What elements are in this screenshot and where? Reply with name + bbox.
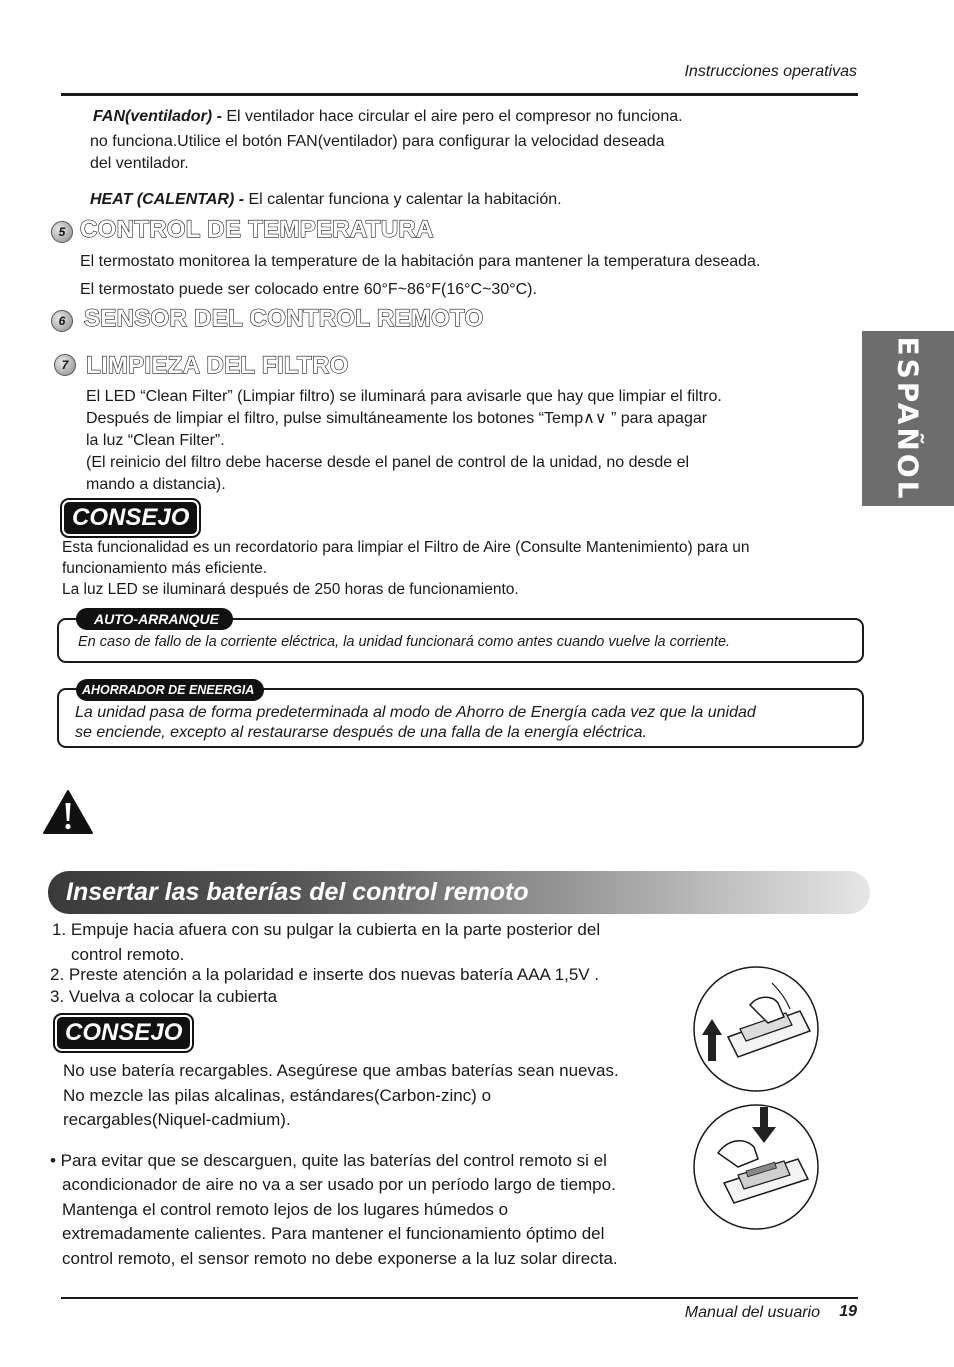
section-7-line-4: (El reinicio del filtro debe hacerse desde el panel de control de la unidad, no desde el bbox=[86, 454, 690, 471]
section-7-line-2: Después de limpiar el filtro, pulse simultáneamente los botones “Temp∧∨ ” para apagar bbox=[86, 410, 708, 427]
batteries-section-title: Insertar las baterías del control remoto bbox=[66, 878, 529, 906]
heat-text: El calentar funciona y calentar la habitación. bbox=[244, 191, 562, 208]
footer-rule bbox=[61, 1297, 858, 1299]
battery-step-1a: 1. Empuje hacia afuera con su pulgar la cubierta en la parte posterior del bbox=[52, 920, 601, 939]
consejo-2-bullet-3: Mantenga el control remoto lejos de los lugares húmedos o bbox=[62, 1200, 509, 1219]
batteries-section-bar bbox=[48, 871, 870, 914]
consejo-1-line-3: La luz LED se iluminará después de 250 horas de funcionamiento. bbox=[62, 581, 519, 598]
section-5-line-2: El termostato puede ser colocado entre 60°F~86°F(16°C~30°C). bbox=[80, 281, 537, 298]
remote-insert-batteries-illustration bbox=[688, 1103, 824, 1231]
warning-triangle-icon bbox=[42, 789, 94, 835]
consejo-2-bullet-2: acondicionador de aire no va a ser usado por un período largo de tiempo. bbox=[62, 1175, 616, 1194]
battery-step-3: 3. Vuelva a colocar la cubierta bbox=[50, 987, 278, 1006]
fan-text-1: El ventilador hace circular el aire pero el compresor no funciona. bbox=[221, 108, 683, 125]
fan-text-3: del ventilador. bbox=[90, 155, 189, 172]
language-side-tab-label: ESPAÑOL bbox=[891, 336, 925, 501]
battery-step-1b: control remoto. bbox=[71, 945, 185, 964]
section-7-number: 7 bbox=[54, 354, 76, 376]
consejo-2-line-2: No mezcle las pilas alcalinas, estándares(Carbon-zinc) o bbox=[63, 1086, 492, 1105]
heat-line bbox=[90, 189, 562, 211]
consejo-2-bullet-5: control remoto, el sensor remoto no debe exponerse a la luz solar directa. bbox=[62, 1249, 618, 1268]
section-5-number: 5 bbox=[51, 221, 73, 243]
ahorrador-line-2: se enciende, excepto al restaurarse después de una falla de la energía eléctrica. bbox=[75, 724, 647, 741]
consejo-1-line-2: funcionamiento más eficiente. bbox=[62, 560, 268, 577]
heat-label: HEAT (CALENTAR) - bbox=[90, 191, 245, 208]
consejo-2-line-3: recargables(Niquel-cadmium). bbox=[63, 1110, 291, 1129]
ahorrador-line-1: La unidad pasa de forma predeterminada al modo de Ahorro de Energía cada vez que la unidad bbox=[75, 704, 756, 721]
footer-manual: Manual del usuario bbox=[684, 1304, 820, 1321]
fan-line-1 bbox=[93, 106, 683, 128]
auto-arranque-label: AUTO-ARRANQUE bbox=[76, 608, 233, 630]
fan-label: FAN(ventilador) - bbox=[93, 108, 222, 125]
section-6-number: 6 bbox=[51, 310, 73, 332]
section-5-line-1: El termostato monitorea la temperature de la habitación para mantener la temperatura deseada. bbox=[80, 253, 761, 270]
ahorrador-label: AHORRADOR DE ENEERGIA bbox=[76, 679, 264, 701]
consejo-2-bullet-1: • Para evitar que se descarguen, quite las baterías del control remoto si el bbox=[50, 1151, 607, 1170]
consejo-2-line-1: No use batería recargables. Asegúrese que ambas baterías sean nuevas. bbox=[63, 1061, 619, 1080]
section-5-title: CONTROL DE TEMPERATURA bbox=[80, 216, 434, 243]
auto-arranque-text: En caso de fallo de la corriente eléctrica, la unidad funcionará como antes cuando vuelve la corriente. bbox=[78, 634, 731, 650]
consejo-2-bullet-4: extremadamente calientes. Para mantener el funcionamiento óptimo del bbox=[62, 1224, 605, 1243]
language-side-tab bbox=[862, 331, 954, 506]
consejo-1-line-1: Esta funcionalidad es un recordatorio para limpiar el Filtro de Aire (Consulte Mantenimiento) para un bbox=[62, 539, 750, 556]
remote-cover-open-illustration bbox=[688, 965, 824, 1093]
fan-text-2: no funciona.Utilice el botón FAN(ventilador) para configurar la velocidad deseada bbox=[90, 133, 665, 150]
section-7-line-1: El LED “Clean Filter” (Limpiar filtro) se iluminará para avisarle que hay que limpiar el filtro. bbox=[86, 388, 722, 405]
consejo-badge-2: CONSEJO bbox=[56, 1016, 191, 1050]
footer-page-number: 19 bbox=[839, 1303, 857, 1320]
header-rule bbox=[61, 93, 858, 96]
section-7-line-5: mando a distancia). bbox=[86, 476, 226, 493]
header-title: Instrucciones operativas bbox=[684, 63, 857, 80]
section-6-title: SENSOR DEL CONTROL REMOTO bbox=[84, 305, 484, 332]
battery-step-2: 2. Preste atención a la polaridad e inserte dos nuevas batería AAA 1,5V . bbox=[50, 965, 600, 984]
section-7-title: LIMPIEZA DEL FILTRO bbox=[86, 352, 349, 379]
consejo-badge-1: CONSEJO bbox=[63, 501, 198, 535]
section-7-line-3: la luz “Clean Filter”. bbox=[86, 432, 225, 449]
